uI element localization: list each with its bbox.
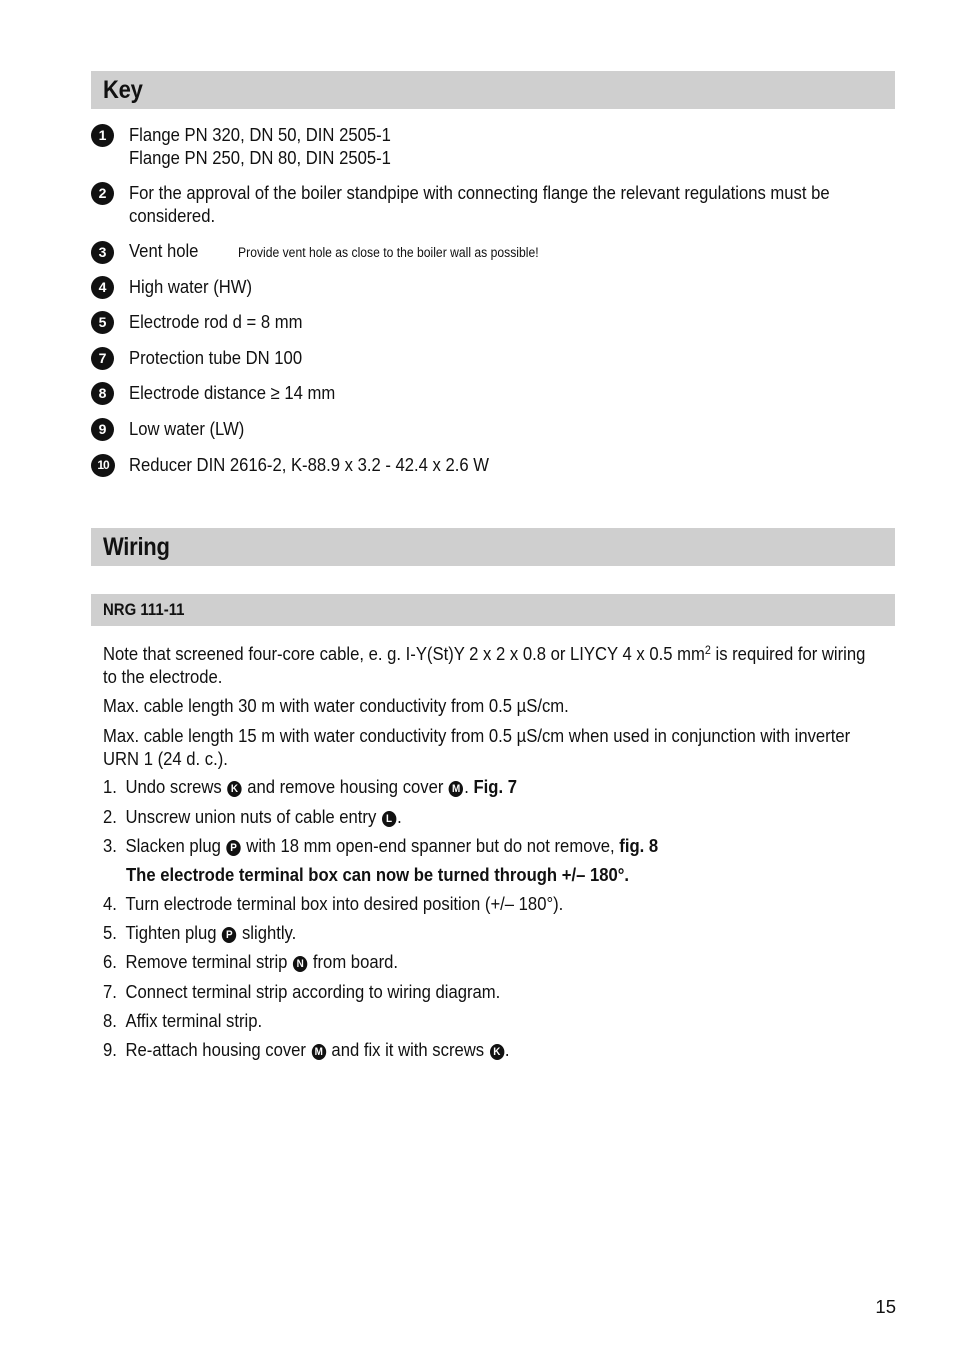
letter-n-icon: N bbox=[293, 956, 307, 972]
letter-p-icon: P bbox=[226, 840, 240, 856]
number-5-icon: 5 bbox=[91, 311, 114, 334]
step-5: 5. Tighten plug P slightly. bbox=[103, 922, 297, 943]
step-7: 7. Connect terminal strip according to wiring diagram. bbox=[103, 981, 501, 1002]
number-2-icon: 2 bbox=[91, 182, 114, 205]
fig-8-reference: fig. 8 bbox=[619, 835, 659, 856]
key-item-text: Vent hole Provide vent hole as close to the boiler wall as possible! bbox=[129, 240, 539, 261]
cable-note-paragraph: Note that screened four-core cable, e. g. I-Y(St)Y 2 x 2 x 0.8 or LIYCY 4 x 0.5 $mm^2$ is required for wiring to the electrode. bbox=[103, 643, 866, 687]
key-item-text: Electrode distance ≥ 14 mm bbox=[129, 382, 336, 403]
nrg-subheader-bar bbox=[91, 594, 895, 626]
letter-k-icon: K bbox=[227, 781, 241, 797]
cable-length-30-paragraph: Max. cable length 30 m with water conductivity from 0.5 µS/cm. bbox=[103, 695, 569, 716]
letter-p-icon: P bbox=[222, 927, 236, 943]
step-3: 3. Slacken plug P with 18 mm open-end spanner but do not remove, fig. 8 bbox=[103, 835, 659, 856]
key-header-bar bbox=[91, 71, 895, 109]
key-item-text: Low water (LW) bbox=[129, 418, 245, 439]
number-8-icon: 8 bbox=[91, 382, 114, 405]
letter-m-icon: M bbox=[312, 1044, 326, 1060]
key-heading: Key bbox=[103, 76, 143, 104]
number-7-icon: 7 bbox=[91, 347, 114, 370]
number-3-icon: 3 bbox=[91, 241, 114, 264]
wiring-header-bar bbox=[91, 528, 895, 566]
vent-hole-note: Provide vent hole as close to the boiler wall as possible! bbox=[238, 245, 539, 260]
key-item-text: Reducer DIN 2616-2, K-88.9 x 3.2 - 42.4 x 2.6 W bbox=[129, 454, 489, 475]
key-item-text: High water (HW) bbox=[129, 276, 253, 297]
key-item-text: Flange PN 320, DN 50, DIN 2505-1 Flange PN 250, DN 80, DIN 2505-1 bbox=[129, 124, 391, 168]
fig-7-reference: Fig. 7 bbox=[473, 776, 517, 797]
key-item-text: For the approval of the boiler standpipe with connecting flange the relevant regulations must be considered. bbox=[129, 182, 830, 226]
number-9-icon: 9 bbox=[91, 418, 114, 441]
step-6: 6. Remove terminal strip N from board. bbox=[103, 951, 399, 972]
letter-l-icon: L bbox=[382, 811, 396, 827]
letter-k-icon: K bbox=[490, 1044, 504, 1060]
nrg-subheading: NRG 111-11 bbox=[103, 600, 185, 619]
step-4: 4. Turn electrode terminal box into desired position (+/– 180°). bbox=[103, 893, 564, 914]
number-1-icon: 1 bbox=[91, 124, 114, 147]
number-10-icon: 10 bbox=[91, 454, 115, 477]
step-9: 9. Re-attach housing cover M and fix it with screws K . bbox=[103, 1039, 510, 1060]
wiring-heading: Wiring bbox=[103, 533, 170, 561]
number-4-icon: 4 bbox=[91, 276, 114, 299]
key-item-text: Electrode rod d = 8 mm bbox=[129, 311, 303, 332]
step-2: 2. Unscrew union nuts of cable entry L . bbox=[103, 806, 402, 827]
page-number: 15 bbox=[875, 1296, 896, 1317]
key-item-text: Protection tube DN 100 bbox=[129, 347, 303, 368]
step-8: 8. Affix terminal strip. bbox=[103, 1010, 263, 1031]
step-1: 1. Undo screws K and remove housing cover M . Fig. 7 bbox=[103, 776, 517, 797]
cable-length-15-paragraph: Max. cable length 15 m with water conductivity from 0.5 µS/cm when used in conjunction with inverter URN 1 (24 d. c.). bbox=[103, 725, 851, 769]
letter-m-icon: M bbox=[449, 781, 463, 797]
step-3-note: The electrode terminal box can now be turned through +/– 180°. bbox=[126, 864, 630, 885]
